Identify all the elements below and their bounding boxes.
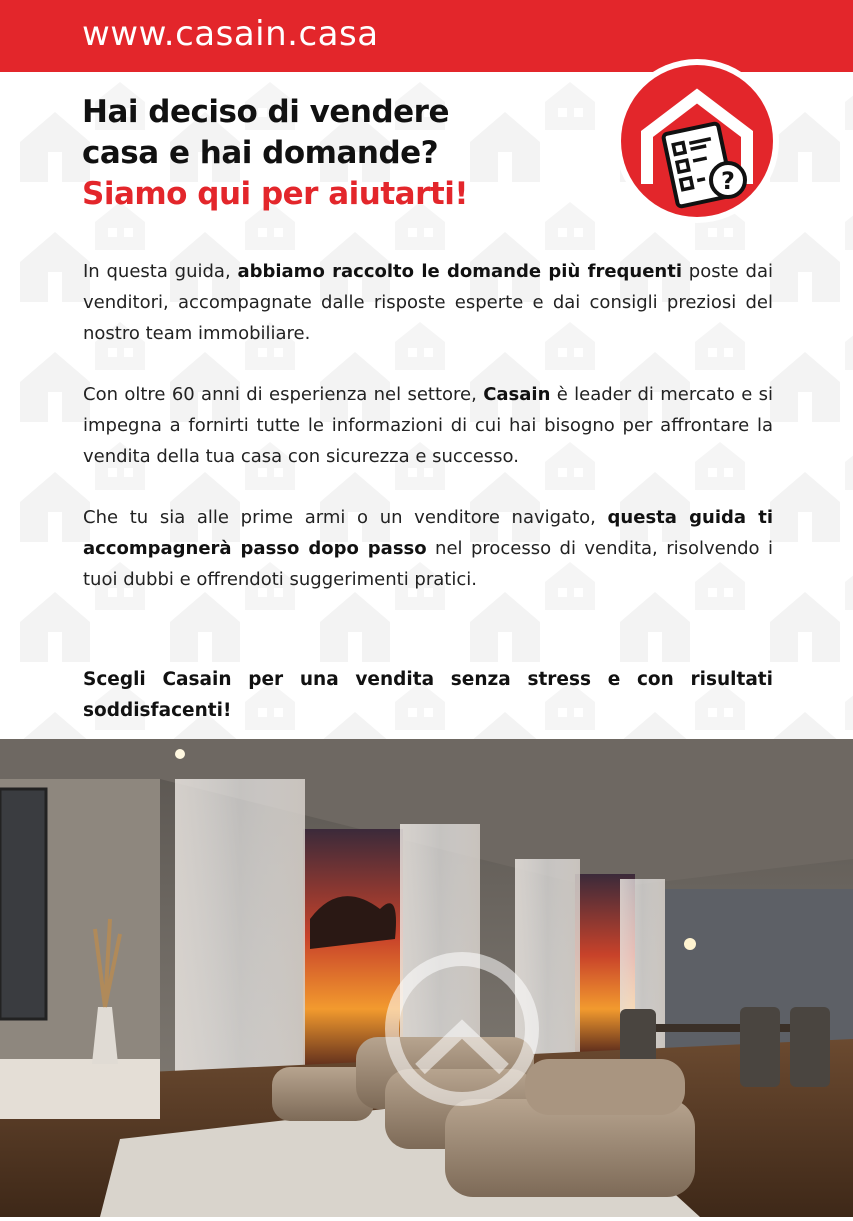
text-span: In questa guida, xyxy=(83,261,238,282)
svg-text:?: ? xyxy=(721,167,735,195)
paragraph-experience xyxy=(83,379,773,472)
headline-accent: Siamo qui per aiutarti! xyxy=(82,176,468,212)
living-room-sunset-photo xyxy=(0,739,853,1217)
text-span: è leader di mercato e si impegna a fornirti tutte le informazioni di cui hai bisogno per affrontare la vendita della tua casa con sicurezza e successo. xyxy=(83,384,773,467)
text-bold: abbiamo raccolto le domande più frequenti xyxy=(237,261,683,282)
closing-statement: Scegli Casain per una vendita senza stress e con risultati soddisfacenti! xyxy=(83,669,773,721)
text-span: Che tu sia alle prime armi o un venditore navigato, xyxy=(83,507,608,528)
intro-text xyxy=(83,256,773,625)
text-span: nel processo di vendita, risolvendo i tuoi dubbi e offrendoti suggerimenti pratici. xyxy=(83,538,773,590)
headline xyxy=(82,92,602,215)
text-bold: Casain xyxy=(483,384,551,405)
headline-line-1: Hai deciso di vendere xyxy=(82,94,449,130)
site-url[interactable]: www.casain.casa xyxy=(82,14,379,54)
text-bold: questa guida ti accompagnerà passo dopo passo xyxy=(83,507,773,559)
paragraph-steps xyxy=(83,502,773,595)
text-span: poste dai venditori, accompagnate dalle risposte esperte e dai consigli preziosi del nostro team immobiliare. xyxy=(83,261,773,344)
house-checklist-question-icon xyxy=(612,56,782,226)
text-span: Con oltre 60 anni di esperienza nel settore, xyxy=(83,384,484,405)
paragraph-guide xyxy=(83,256,773,349)
headline-line-2: casa e hai domande? xyxy=(82,135,439,171)
